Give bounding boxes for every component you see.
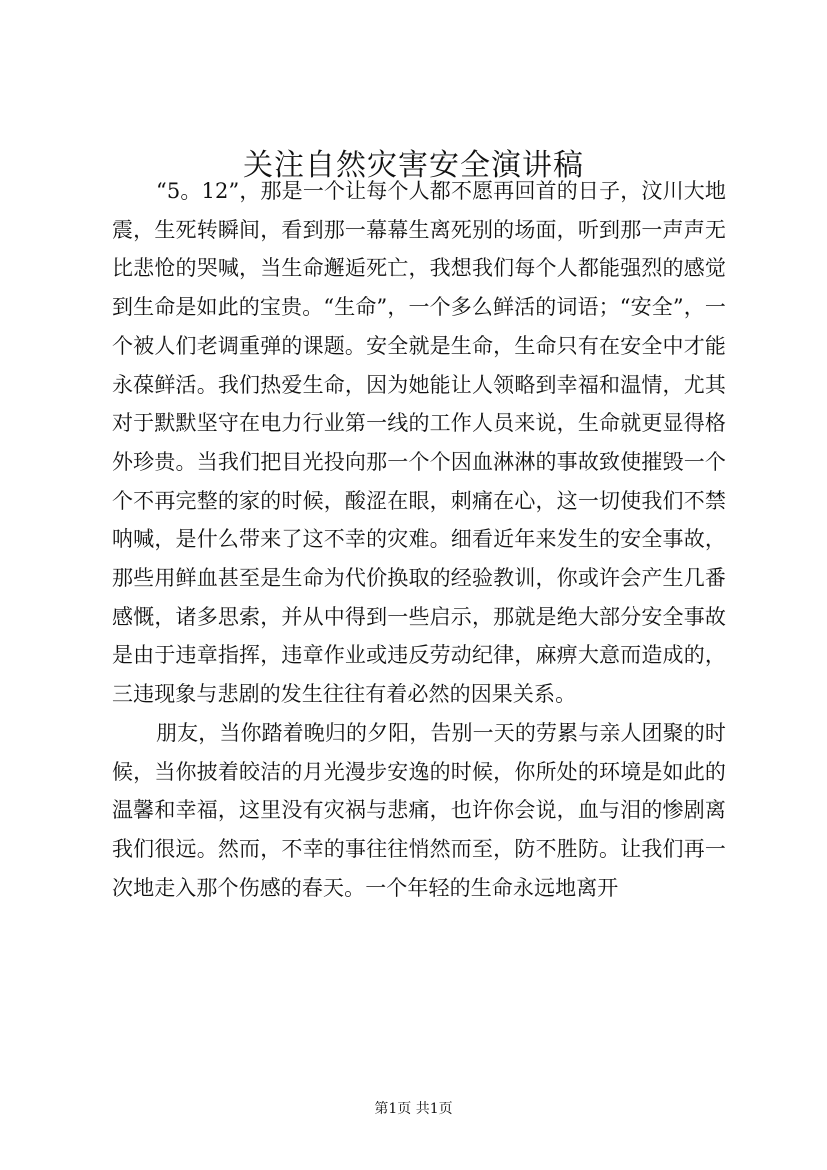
page-footer: 第1页 共1页 (374, 1101, 453, 1117)
document-body (112, 172, 726, 907)
paragraph-2: 朋友，当你踏着晚归的夕阳，告别一天的劳累与亲人团聚的时候，当你披着皎洁的月光漫步安逸的时候，你所处的环境是如此的温馨和幸福，这里没有灾祸与悲痛，也许你会说，血与泪的惨剧离我们很远。然而，不幸的事往往悄然而至，防不胜防。让我们再一次地走入那个伤感的春天。一个年轻的生命永远地离开 (112, 720, 726, 900)
paragraph-1: “5。12”，那是一个让每个人都不愿再回首的日子，汶川大地震，生死转瞬间，看到那一幕幕生离死别的场面，听到那一声声无比悲怆的哭喊，当生命邂逅死亡，我想我们每个人都能强烈的感觉到生命是如此的宝贵。“生命”，一个多么鲜活的词语；“安全”，一个被人们老调重弹的课题。安全就是生命，生命只有在安全中才能永葆鲜活。我们热爱生命，因为她能让人领略到幸福和温情，尤其对于默默坚守在电力行业第一线的工作人员来说，生命就更显得格外珍贵。当我们把目光投向那一个个因血淋淋的事故致使摧毁一个个不再完整的家的时候，酸涩在眼，刺痛在心，这一切使我们不禁呐喊，是什么带来了这不幸的灾难。细看近年来发生的安全事故，那些用鲜血甚至是生命为代价换取的经验教训，你或许会产生几番感慨，诸多思索，并从中得到一些启示，那就是绝大部分安全事故是由于违章指挥，违章作业或违反劳动纪律，麻痹大意而造成的，三违现象与悲剧的发生往往有着必然的因果关系。 (112, 179, 726, 707)
document-title: 关注自然灾害安全演讲稿 (243, 148, 584, 183)
